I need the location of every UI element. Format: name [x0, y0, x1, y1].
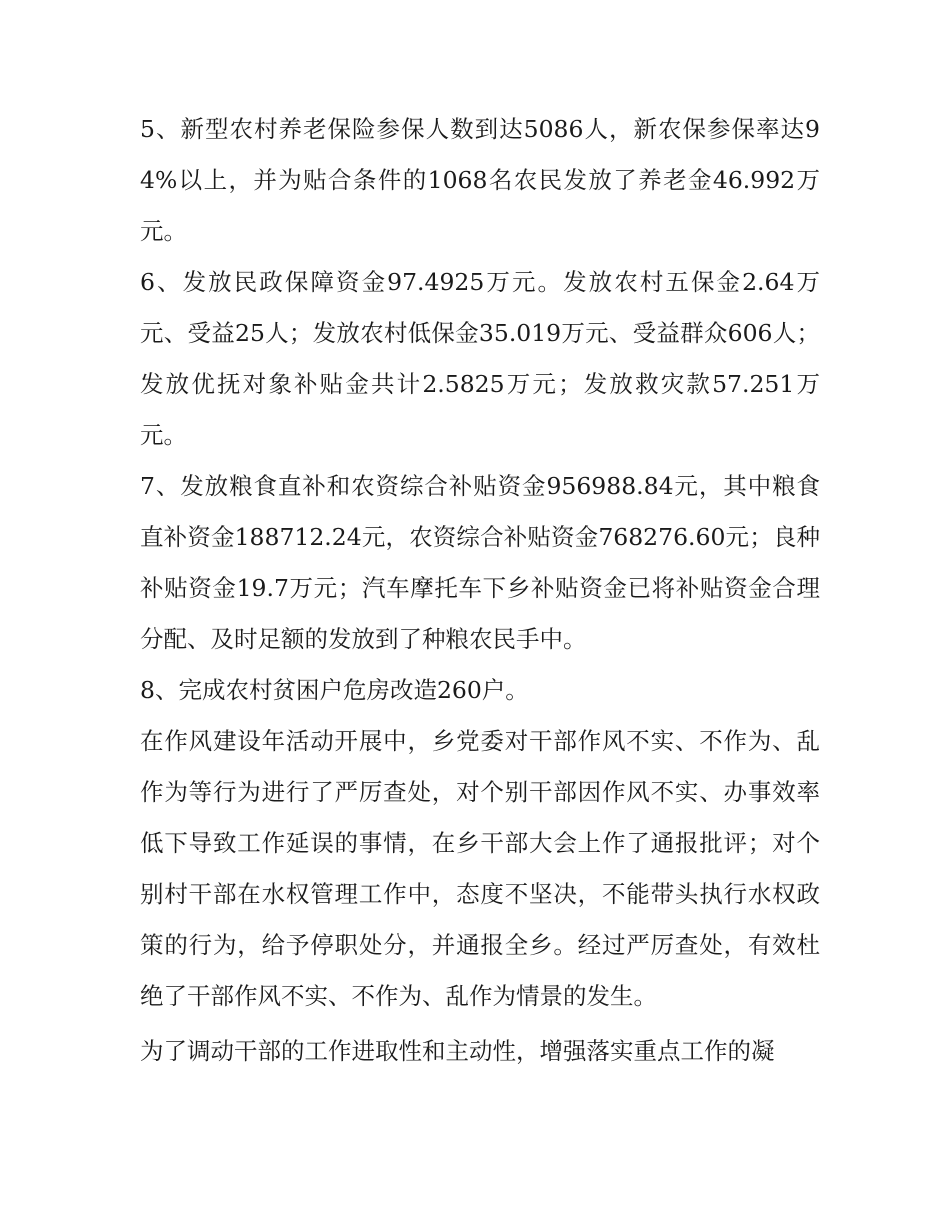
paragraph-item-5-pension: 5、新型农村养老保险参保人数到达5086人，新农保参保率达94%以上，并为贴合条件的1068名农民发放了养老金46.992万元。 [140, 115, 820, 245]
paragraph-item-8-housing-renovation: 8、完成农村贫困户危房改造260户。 [140, 676, 529, 704]
paragraph-item-7-grain-subsidies: 7、发放粮食直补和农资综合补贴资金956988.84元，其中粮食直补资金188712.24元，农资综合补贴资金768276.60元；良种补贴资金19.7万元；汽车摩托车下乡补贴资金已将补贴资金合理分配、及时足额的发放到了种粮农民手中。 [140, 472, 820, 653]
document-body [140, 104, 820, 1077]
paragraph-item-6-civil-affairs-funds: 6、发放民政保障资金97.4925万元。发放农村五保金2.64万元、受益25人；发放农村低保金35.019万元、受益群众606人；发放优抚对象补贴金共计2.5825万元；发放救灾款57.251万元。 [140, 268, 820, 449]
paragraph-work-style-discipline: 在作风建设年活动开展中，乡党委对干部作风不实、不作为、乱作为等行为进行了严厉查处，对个别干部因作风不实、办事效率低下导致工作延误的事情，在乡干部大会上作了通报批评；对个别村干部在水权管理工作中，态度不坚决，不能带头执行水权政策的行为，给予停职处分，并通报全乡。经过严厉查处，有效杜绝了干部作风不实、不作为、乱作为情景的发生。 [140, 727, 820, 1010]
paragraph-cadre-motivation: 为了调动干部的工作进取性和主动性，增强落实重点工作的凝 [140, 1037, 775, 1065]
